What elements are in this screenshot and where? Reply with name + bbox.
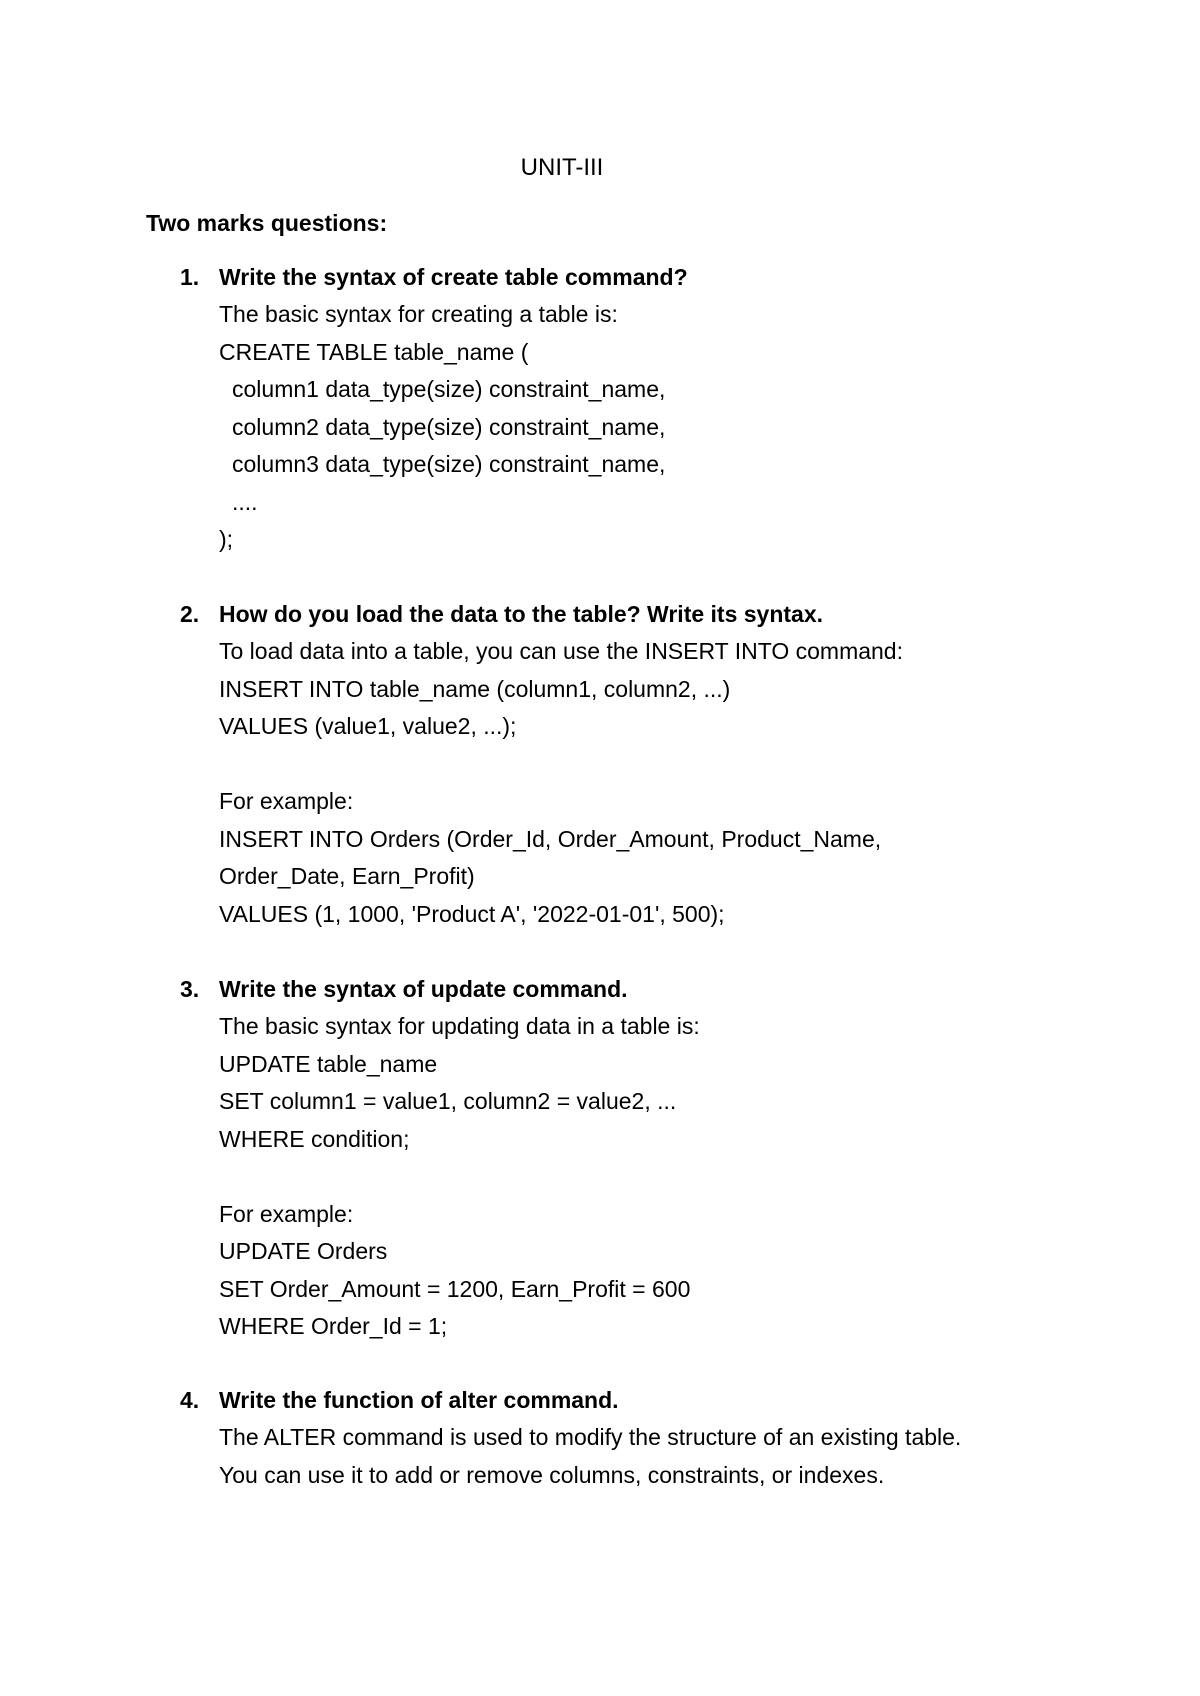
answer-line: You can use it to add or remove columns, constraints, or indexes. xyxy=(219,1461,885,1488)
question-1-row xyxy=(180,259,1100,296)
question-number: 2. xyxy=(180,601,200,627)
question-text: Write the syntax of update command. xyxy=(219,976,628,1002)
code-line: column2 data_type(size) constraint_name, xyxy=(232,413,666,440)
question-4 xyxy=(180,1382,1100,1494)
question-4-row xyxy=(180,1382,1100,1419)
code-line: INSERT INTO Orders (Order_Id, Order_Amount, Product_Name, xyxy=(219,825,882,852)
question-2-row xyxy=(180,596,1100,633)
question-number: 4. xyxy=(180,1387,200,1413)
answer-line: The basic syntax for creating a table is: xyxy=(219,301,618,327)
answer-line: To load data into a table, you can use the INSERT INTO command: xyxy=(219,638,903,664)
question-number: 1. xyxy=(180,264,200,290)
answer-line: For example: xyxy=(219,788,354,814)
section-heading: Two marks questions: xyxy=(146,210,388,236)
code-line: INSERT INTO table_name (column1, column2, ...) xyxy=(219,675,731,702)
code-line: UPDATE Orders xyxy=(219,1238,388,1264)
code-line: .... xyxy=(232,488,258,515)
answer-line: For example: xyxy=(219,1200,354,1227)
answer-line: The ALTER command is used to modify the structure of an existing table. xyxy=(219,1424,962,1450)
code-line: SET column1 = value1, column2 = value2, ... xyxy=(219,1088,677,1114)
code-line: Order_Date, Earn_Profit) xyxy=(219,863,475,889)
code-line: VALUES (1, 1000, 'Product A', '2022-01-01', 500); xyxy=(219,900,725,927)
question-text: Write the function of alter command. xyxy=(219,1387,619,1413)
question-number: 3. xyxy=(180,976,200,1002)
code-line: WHERE Order_Id = 1; xyxy=(219,1313,448,1339)
question-3-row xyxy=(180,971,1100,1008)
question-3 xyxy=(180,971,1100,1346)
code-line: WHERE condition; xyxy=(219,1125,410,1152)
code-line: SET Order_Amount = 1200, Earn_Profit = 600 xyxy=(219,1275,691,1302)
code-line: column3 data_type(size) constraint_name, xyxy=(232,451,666,477)
question-2 xyxy=(180,596,1100,933)
question-text: Write the syntax of create table command? xyxy=(219,264,688,290)
unit-title: UNIT-III xyxy=(520,154,604,181)
blank-line xyxy=(180,746,1100,784)
code-line: UPDATE table_name xyxy=(219,1050,438,1077)
answer-line: The basic syntax for updating data in a table is: xyxy=(219,1013,700,1039)
code-line: ); xyxy=(219,526,234,552)
question-text: How do you load the data to the table? Write its syntax. xyxy=(219,601,824,627)
question-1 xyxy=(180,259,1100,559)
code-line: column1 data_type(size) constraint_name, xyxy=(232,376,666,402)
code-line: VALUES (value1, value2, ...); xyxy=(219,713,517,739)
blank-line xyxy=(180,1158,1100,1196)
code-line: CREATE TABLE table_name ( xyxy=(219,338,529,365)
